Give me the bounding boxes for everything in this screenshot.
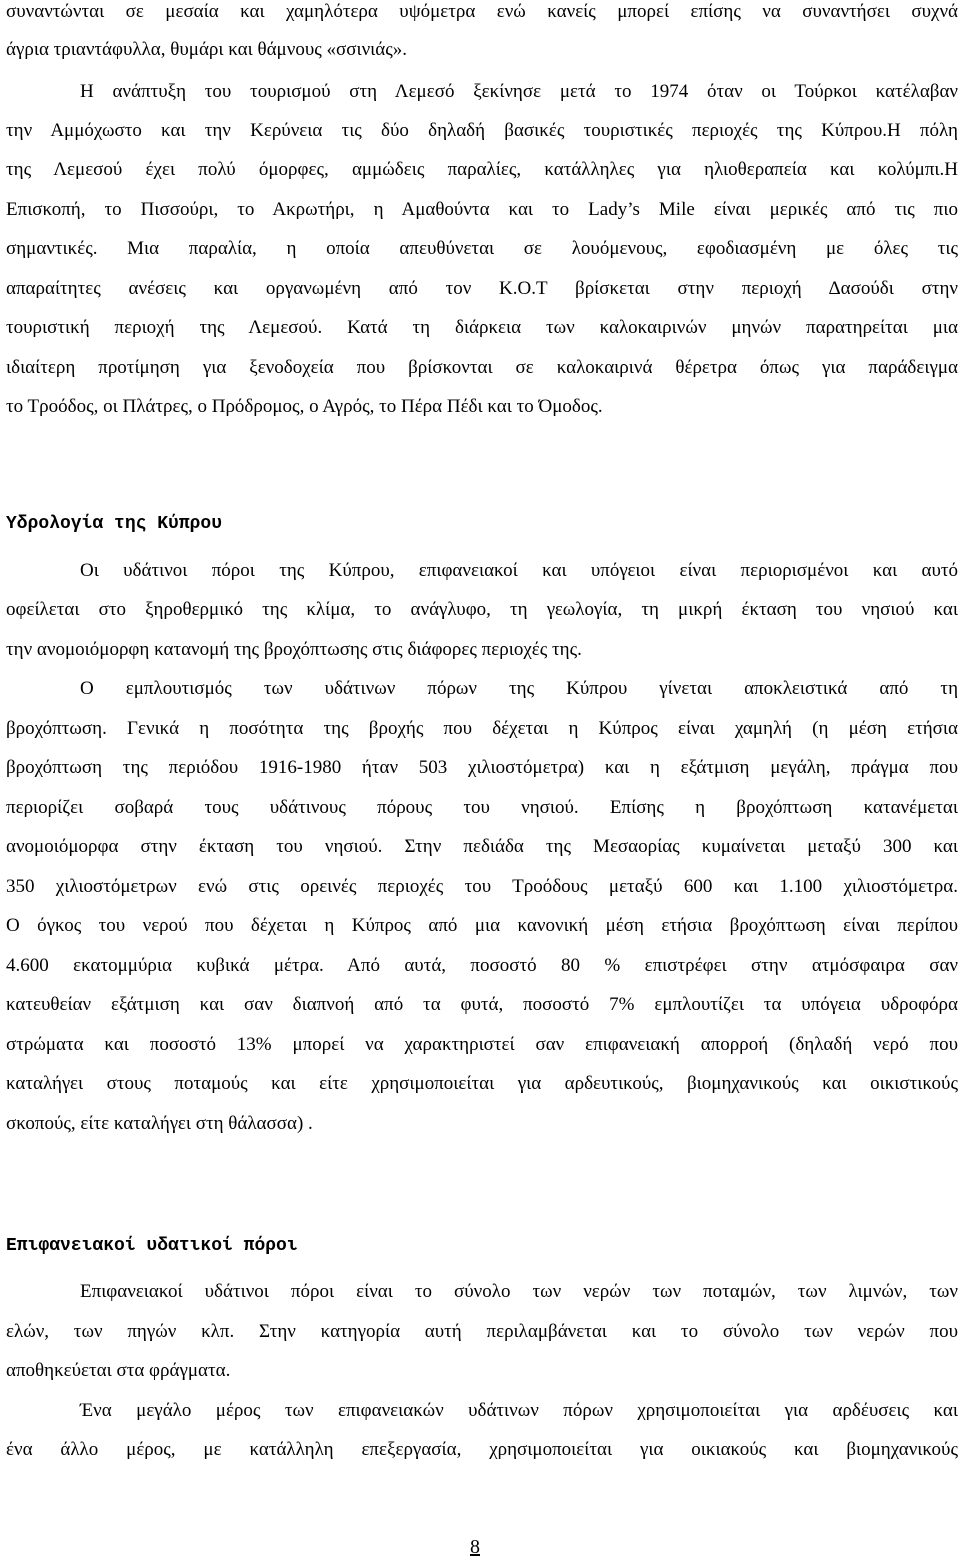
text-line: 350 χιλιοστόμετρων ενώ στις ορεινές περιοχές του Τροόδους μεταξύ 600 και 1.100 χιλιοστόμετρα. <box>6 876 958 897</box>
text-line: την Αμμόχωστο και την Κερύνεια τις δύο δηλαδή βασικές τουριστικές περιοχές της Κύπρου.Η πόλη <box>6 120 958 141</box>
text-line: απαραίτητες ανέσεις και οργανωμένη από τον Κ.Ο.Τ βρίσκεται στην περιοχή Δασούδι στην <box>6 278 958 299</box>
text-line: 4.600 εκατομμύρια κυβικά μέτρα. Από αυτά, ποσοστό 80 % επιστρέφει στην ατμόσφαιρα σαν <box>6 955 958 976</box>
text-line: βροχόπτωση της περιόδου 1916-1980 ήταν 503 χιλιοστόμετρα) και η εξάτμιση μεγάλη, πράγμα που <box>6 757 958 778</box>
text-line: βροχόπτωση. Γενικά η ποσότητα της βροχής που δέχεται η Κύπρος είναι χαμηλή (η μέση ετήσια <box>6 718 958 739</box>
text-line: της Λεμεσού έχει πολύ όμορφες, αμμώδεις παραλίες, κατάλληλες για ηλιοθεραπεία και κολύμπι.Η <box>6 159 958 180</box>
text-line: σκοπούς, είτε καταλήγει στη θάλασσα) . <box>6 1113 313 1134</box>
text-line: ένα άλλο μέρος, με κατάλληλη επεξεργασία, χρησιμοποιείται για οικιακούς και βιομηχανικούς <box>6 1439 958 1460</box>
text-line: άγρια τριαντάφυλλα, θυμάρι και θάμνους «σσινιάς». <box>6 39 408 60</box>
text-line: τουριστική περιοχή της Λεμεσού. Κατά τη διάρκεια των καλοκαιρινών μηνών παρατηρείται μια <box>6 317 958 338</box>
text-line: το Τροόδος, οι Πλάτρες, ο Πρόδρομος, ο Αγρός, το Πέρα Πέδι και το Όμοδος. <box>6 396 603 417</box>
text-line: Ο όγκος του νερού που δέχεται η Κύπρος από μια κανονική μέση ετήσια βροχόπτωση είναι περίπου <box>6 915 958 936</box>
text-line: Η ανάπτυξη του τουρισμού στη Λεμεσό ξεκίνησε μετά το 1974 όταν οι Τούρκοι κατέλαβαν <box>80 81 958 102</box>
text-line: αποθηκεύεται στα φράγματα. <box>6 1360 231 1381</box>
text-line: την ανομοιόμορφη κατανομή της βροχόπτωσης στις διάφορες περιοχές της. <box>6 639 582 660</box>
text-line: περιορίζει σοβαρά τους υδάτινους πόρους του νησιού. Επίσης η βροχόπτωση κατανέμεται <box>6 797 958 818</box>
text-line: Ο εμπλουτισμός των υδάτινων πόρων της Κύπρου γίνεται αποκλειστικά από τη <box>80 678 958 699</box>
text-line: στρώματα και ποσοστό 13% μπορεί να χαρακτηριστεί σαν επιφανειακή απορροή (δηλαδή νερό που <box>6 1034 958 1055</box>
text-line: Ένα μεγάλο μέρος των επιφανειακών υδάτινων πόρων χρησιμοποιείται για αρδέυσεις και <box>80 1400 958 1421</box>
text-line: ανομοιόμορφα στην έκταση του νησιού. Στην πεδιάδα της Μεσαορίας κυμαίνεται μεταξύ 300 και <box>6 836 958 857</box>
section-heading: Υδρολογία της Κύπρου <box>6 514 223 534</box>
text-line: κατευθείαν εξάτμιση και σαν διαπνοή από τα φυτά, ποσοστό 7% εμπλουτίζει τα υπόγεια υδροφόρα <box>6 994 958 1015</box>
section-heading: Επιφανειακοί υδατικοί πόροι <box>6 1236 298 1256</box>
page-number: 8 <box>470 1536 480 1558</box>
text-line: ιδιαίτερη προτίμηση για ξενοδοχεία που βρίσκονται σε καλοκαιρινά θέρετρα όπως για παράδειγμα <box>6 357 958 378</box>
text-line: συναντώνται σε μεσαία και χαμηλότερα υψόμετρα ενώ κανείς μπορεί επίσης να συναντήσει συχνά <box>6 1 958 22</box>
text-line: Οι υδάτινοι πόροι της Κύπρου, επιφανειακοί και υπόγειοι είναι περιορισμένοι και αυτό <box>80 560 958 581</box>
text-line: οφείλεται στο ξηροθερμικό της κλίμα, το ανάγλυφο, τη γεωλογία, τη μικρή έκταση του νησιού και <box>6 599 958 620</box>
text-line: Επιφανειακοί υδάτινοι πόροι είναι το σύνολο των νερών των ποταμών, των λιμνών, των <box>80 1281 958 1302</box>
text-line: Επισκοπή, το Πισσούρι, το Ακρωτήρι, η Αμαθούντα και το Lady’s Mile είναι μερικές από τις πιο <box>6 199 958 220</box>
text-line: ελών, των πηγών κλπ. Στην κατηγορία αυτή περιλαμβάνεται και το σύνολο των νερών που <box>6 1321 958 1342</box>
text-line: καταλήγει στους ποταμούς και είτε χρησιμοποιείται για αρδευτικούς, βιομηχανικούς και οικιστικούς <box>6 1073 958 1094</box>
text-line: σημαντικές. Μια παραλία, η οποία απευθύνεται σε λουόμενους, εφοδιασμένη με όλες τις <box>6 238 958 259</box>
